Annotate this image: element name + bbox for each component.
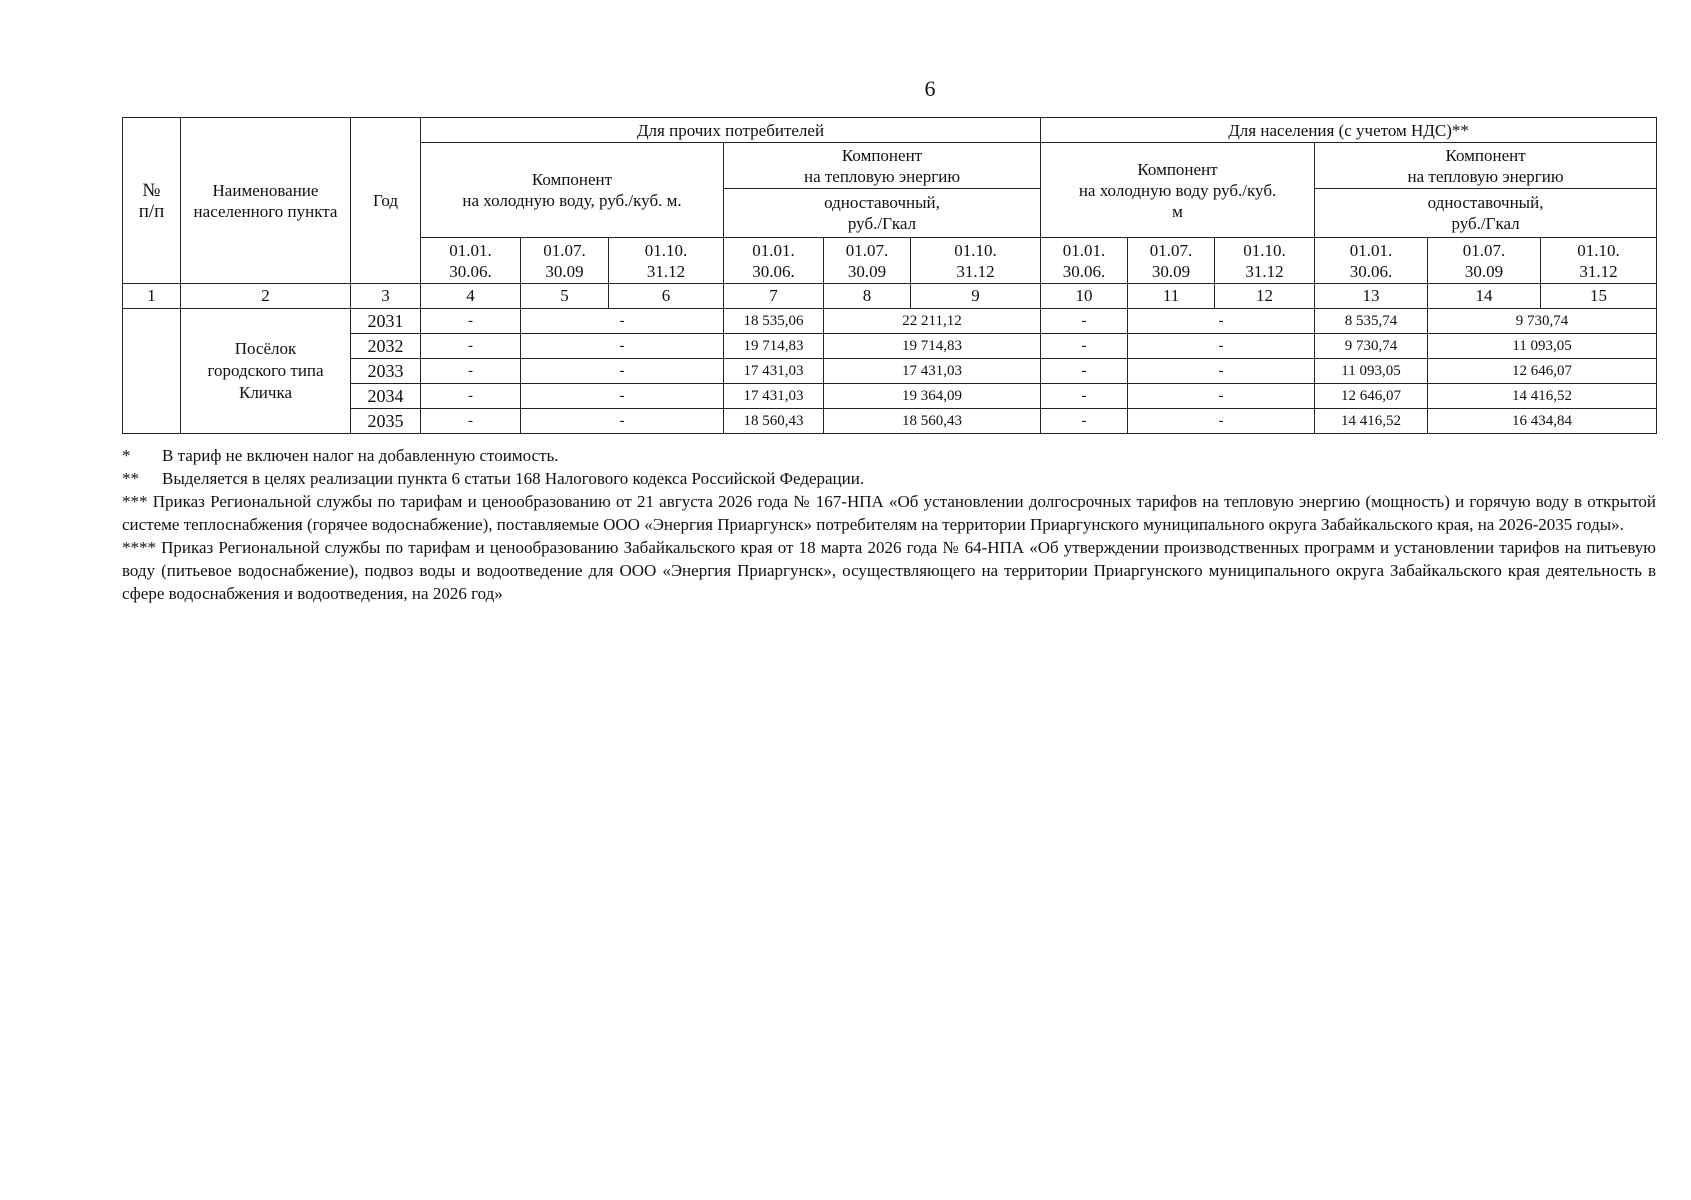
table-row <box>123 309 1657 334</box>
value-cell: 14 416,52 <box>1428 384 1657 409</box>
value-cell: - <box>421 334 521 359</box>
value-cell: - <box>521 384 724 409</box>
header-heat-component-other: Компонент на тепловую энергию <box>724 143 1041 189</box>
value-cell: 17 431,03 <box>724 359 824 384</box>
value-cell: 17 431,03 <box>724 384 824 409</box>
col-number: 6 <box>609 284 724 309</box>
period-cell: 01.01. 30.06. <box>421 238 521 284</box>
value-cell: 11 093,05 <box>1428 334 1657 359</box>
period-cell: 01.10. 31.12 <box>1215 238 1315 284</box>
value-cell: 12 646,07 <box>1428 359 1657 384</box>
footnote-mark: * <box>122 446 131 465</box>
value-cell: - <box>521 334 724 359</box>
table-row <box>123 384 1657 409</box>
footnotes <box>122 444 1656 605</box>
col-number: 9 <box>911 284 1041 309</box>
year-cell: 2035 <box>351 409 421 434</box>
footnote-mark: ** <box>122 469 139 488</box>
value-cell: 12 646,07 <box>1315 384 1428 409</box>
col-number: 2 <box>181 284 351 309</box>
value-cell: 18 535,06 <box>724 309 824 334</box>
value-cell: - <box>421 409 521 434</box>
column-numbers-row <box>123 284 1657 309</box>
year-cell: 2031 <box>351 309 421 334</box>
col-number: 4 <box>421 284 521 309</box>
period-cell: 01.07. 30.09 <box>1128 238 1215 284</box>
footnote-2 <box>122 467 1656 490</box>
footnote-4: **** Приказ Региональной службы по тарифам и ценообразованию Забайкальского края от 18 марта 2026 года № 64-НПА «Об утверждении производственных программ и установлении тарифов на питьевую воду (питьевое водоснабжение), подвоз воды и водоотведение для ООО «Энергия Приаргунск», осуществляющего на территории Приаргунского муниципального округа Забайкальского края деятельность в сфере водоснабжения и водоотведения, на 2026 год» <box>122 538 1656 603</box>
value-cell: 8 535,74 <box>1315 309 1428 334</box>
period-cell: 01.07. 30.09 <box>521 238 609 284</box>
value-cell: 18 560,43 <box>724 409 824 434</box>
value-cell: - <box>421 359 521 384</box>
col-number: 11 <box>1128 284 1215 309</box>
value-cell: - <box>1128 309 1315 334</box>
footnote-1 <box>122 444 1656 467</box>
period-cell: 01.07. 30.09 <box>1428 238 1541 284</box>
value-cell: - <box>1041 309 1128 334</box>
col-number: 12 <box>1215 284 1315 309</box>
table-row <box>123 409 1657 434</box>
header-heat-rate-other: одноставочный, руб./Гкал <box>724 189 1041 238</box>
settlement-name: Посёлок городского типа Кличка <box>181 309 351 434</box>
value-cell: 19 714,83 <box>724 334 824 359</box>
col-number: 14 <box>1428 284 1541 309</box>
value-cell: - <box>521 309 724 334</box>
header-num: № п/п <box>123 118 181 284</box>
header-heat-component-population: Компонент на тепловую энергию <box>1315 143 1657 189</box>
value-cell: 9 730,74 <box>1428 309 1657 334</box>
value-cell: - <box>1041 334 1128 359</box>
value-cell: 19 364,09 <box>824 384 1041 409</box>
value-cell: 19 714,83 <box>824 334 1041 359</box>
period-cell: 01.01. 30.06. <box>724 238 824 284</box>
period-cell: 01.01. 30.06. <box>1315 238 1428 284</box>
value-cell: - <box>421 309 521 334</box>
value-cell: 9 730,74 <box>1315 334 1428 359</box>
value-cell: 14 416,52 <box>1315 409 1428 434</box>
value-cell: - <box>1128 359 1315 384</box>
period-cell: 01.10. 31.12 <box>1541 238 1657 284</box>
header-group-other: Для прочих потребителей <box>421 118 1041 143</box>
value-cell: 11 093,05 <box>1315 359 1428 384</box>
tariff-table <box>122 117 1657 434</box>
col-number: 5 <box>521 284 609 309</box>
table-row <box>123 359 1657 384</box>
header-heat-rate-population: одноставочный, руб./Гкал <box>1315 189 1657 238</box>
value-cell: - <box>521 359 724 384</box>
value-cell: - <box>1041 384 1128 409</box>
footnote-text: Выделяется в целях реализации пункта 6 статьи 168 Налогового кодекса Российской Федерации. <box>162 469 865 488</box>
value-cell: - <box>521 409 724 434</box>
col-number: 7 <box>724 284 824 309</box>
header-year: Год <box>351 118 421 284</box>
value-cell: - <box>421 384 521 409</box>
value-cell: 18 560,43 <box>824 409 1041 434</box>
value-cell: - <box>1041 409 1128 434</box>
col-number: 3 <box>351 284 421 309</box>
header-cold-water-other: Компонент на холодную воду, руб./куб. м. <box>421 143 724 238</box>
header-group-population: Для населения (с учетом НДС)** <box>1041 118 1657 143</box>
value-cell: 16 434,84 <box>1428 409 1657 434</box>
col-number: 8 <box>824 284 911 309</box>
value-cell: - <box>1128 334 1315 359</box>
col-number: 15 <box>1541 284 1657 309</box>
header-name: Наименование населенного пункта <box>181 118 351 284</box>
header-cold-water-population: Компонент на холодную воду руб./куб. м <box>1041 143 1315 238</box>
footnote-3: *** Приказ Региональной службы по тарифам и ценообразованию от 21 августа 2026 года № 167-НПА «Об установлении долгосрочных тарифов на тепловую энергию (мощность) и горячую воду в открытой системе теплоснабжения (горячее водоснабжение), поставляемые ООО «Энергия Приаргунск» потребителям на территории Приаргунского муниципального округа Забайкальского края, на 2026-2035 годы». <box>122 492 1656 534</box>
col-number: 1 <box>123 284 181 309</box>
col-number: 10 <box>1041 284 1128 309</box>
table-row <box>123 334 1657 359</box>
year-cell: 2034 <box>351 384 421 409</box>
value-cell: 22 211,12 <box>824 309 1041 334</box>
footnote-text: В тариф не включен налог на добавленную стоимость. <box>162 446 559 465</box>
value-cell: 17 431,03 <box>824 359 1041 384</box>
year-cell: 2032 <box>351 334 421 359</box>
value-cell: - <box>1041 359 1128 384</box>
value-cell: - <box>1128 384 1315 409</box>
page-number: 6 <box>924 76 936 101</box>
col-number: 13 <box>1315 284 1428 309</box>
row-number-cell <box>123 309 181 434</box>
period-cell: 01.07. 30.09 <box>824 238 911 284</box>
period-cell: 01.10. 31.12 <box>911 238 1041 284</box>
value-cell: - <box>1128 409 1315 434</box>
year-cell: 2033 <box>351 359 421 384</box>
period-cell: 01.01. 30.06. <box>1041 238 1128 284</box>
period-cell: 01.10. 31.12 <box>609 238 724 284</box>
